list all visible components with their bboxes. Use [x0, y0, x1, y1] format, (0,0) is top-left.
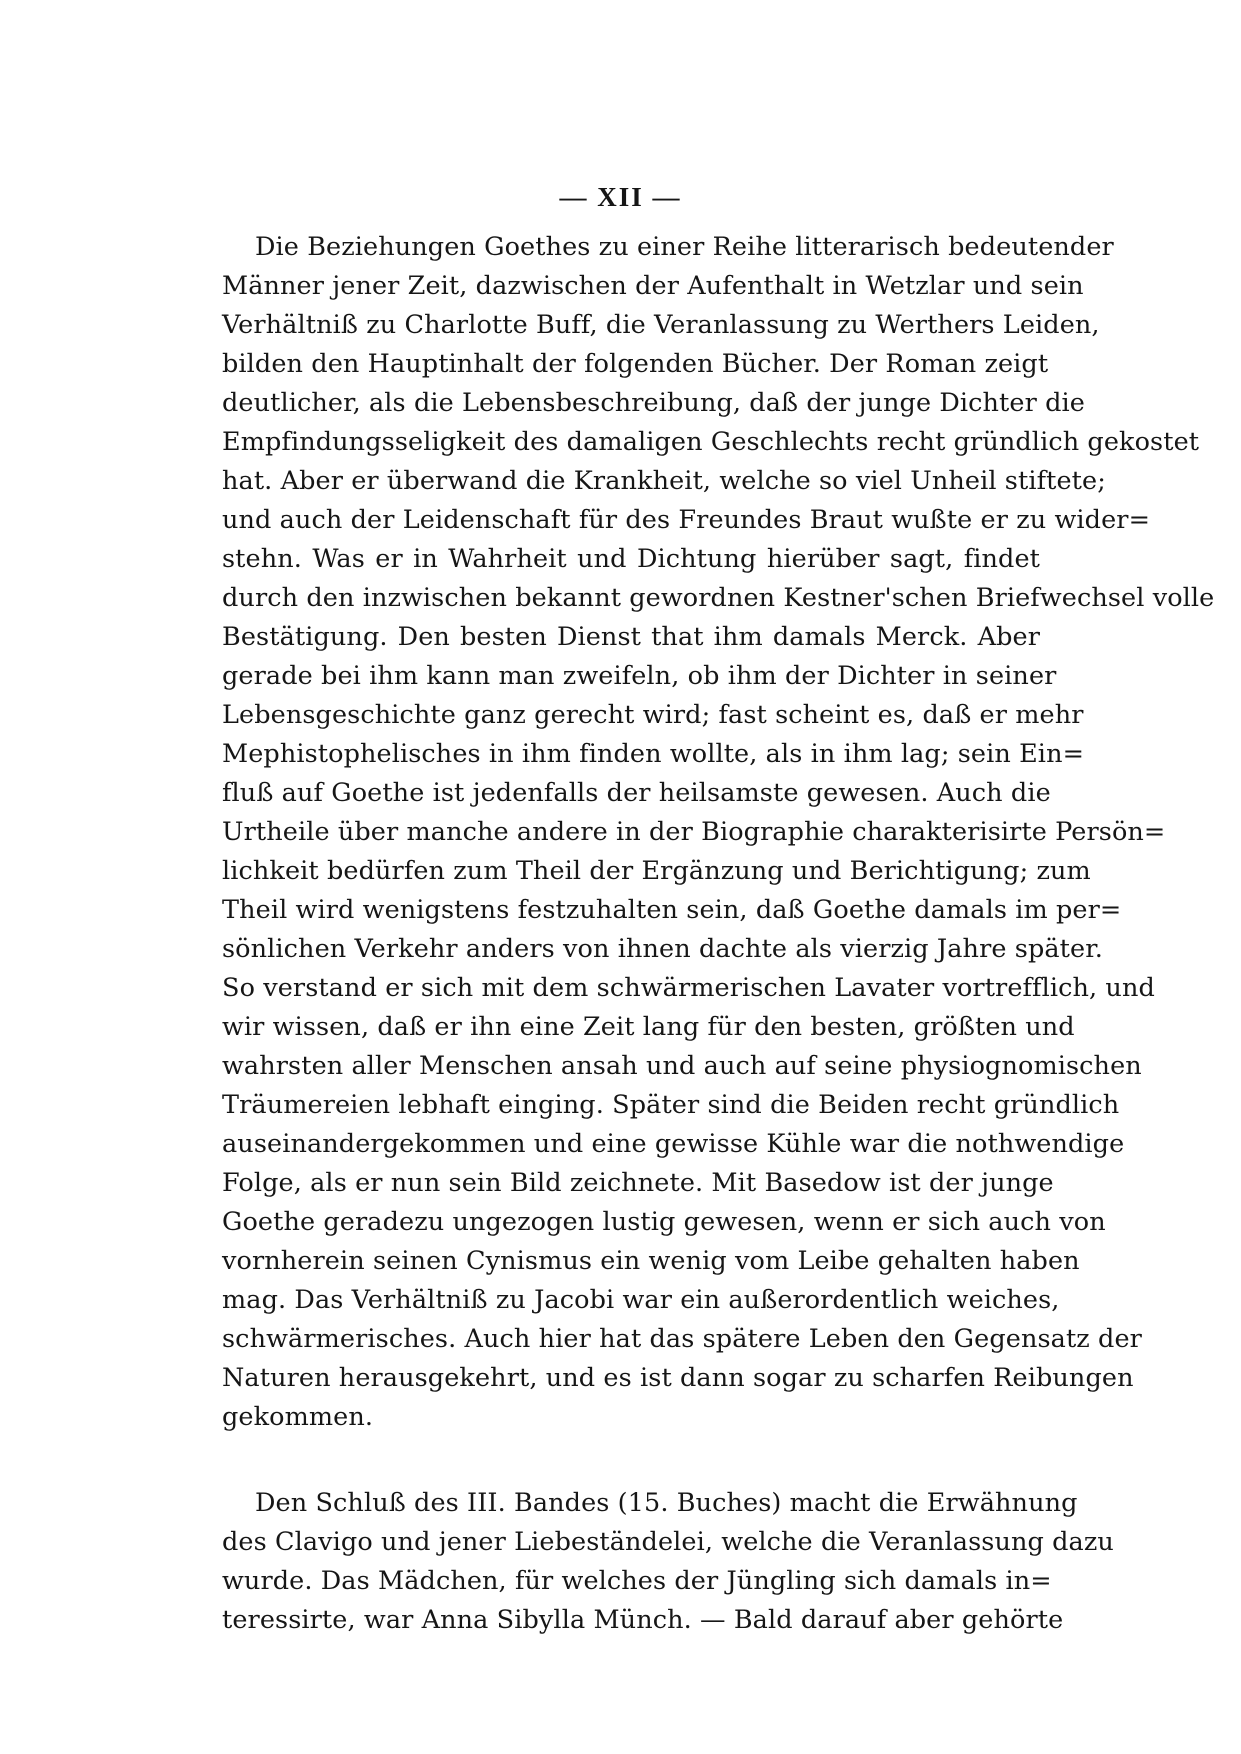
text-line: mag. Das Verhältniß zu Jacobi war ein außerordentlich weiches, [222, 1285, 1060, 1315]
text-line: teressirte, war Anna Sibylla Münch. — Bald darauf aber gehörte [222, 1605, 1064, 1635]
text-line: durch den inzwischen bekannt gewordnen Kestner'schen Briefwechsel volle [222, 583, 1215, 613]
text-line: wurde. Das Mädchen, für welches der Jüngling sich damals in= [222, 1566, 1052, 1596]
text-line: und auch der Leidenschaft für des Freundes Braut wußte er zu wider= [222, 505, 1151, 535]
text-line: Verhältniß zu Charlotte Buff, die Veranlassung zu Werthers Leiden, [222, 310, 1100, 340]
text-line: Träumereien lebhaft einging. Später sind die Beiden recht gründlich [222, 1090, 1120, 1120]
text-line: Mephistophelisches in ihm finden wollte, als in ihm lag; sein Ein= [222, 739, 1085, 769]
text-line: gerade bei ihm kann man zweifeln, ob ihm der Dichter in seiner [222, 661, 1057, 691]
page-number: — XII — [559, 182, 682, 212]
text-line: Naturen herausgekehrt, und es ist dann sogar zu scharfen Reibungen [222, 1363, 1134, 1393]
text-line: sönlichen Verkehr anders von ihnen dachte als vierzig Jahre später. [222, 934, 1103, 964]
text-line: Folge, als er nun sein Bild zeichnete. Mit Basedow ist der junge [222, 1168, 1054, 1198]
text-line: Den Schluß des III. Bandes (15. Buches) macht die Erwähnung [255, 1488, 1078, 1518]
text-line: auseinandergekommen und eine gewisse Kühle war die nothwendige [222, 1129, 1125, 1159]
text-line: bilden den Hauptinhalt der folgenden Bücher. Der Roman zeigt [222, 349, 1049, 379]
text-line: Die Beziehungen Goethes zu einer Reihe litterarisch bedeutender [255, 232, 1114, 262]
text-line: stehn. Was er in Wahrheit und Dichtung hierüber sagt, findet [222, 544, 1040, 574]
text-line: hat. Aber er überwand die Krankheit, welche so viel Unheil stiftete; [222, 466, 1106, 496]
paragraph-spacer [222, 1437, 1040, 1484]
text-line: wahrsten aller Menschen ansah und auch auf seine physiognomischen [222, 1051, 1142, 1081]
text-line: Empfindungsseligkeit des damaligen Geschlechts recht gründlich gekostet [222, 427, 1200, 457]
text-line: des Clavigo und jener Liebeständelei, welche die Veranlassung dazu [222, 1527, 1114, 1557]
text-line: schwärmerisches. Auch hier hat das spätere Leben den Gegensatz der [222, 1324, 1142, 1354]
text-line: Lebensgeschichte ganz gerecht wird; fast scheint es, daß er mehr [222, 700, 1084, 730]
text-line: Männer jener Zeit, dazwischen der Aufenthalt in Wetzlar und sein [222, 271, 1084, 301]
text-line: gekommen. [222, 1402, 374, 1432]
text-line: wir wissen, daß er ihn eine Zeit lang für den besten, größten und [222, 1012, 1075, 1042]
text-column [222, 228, 1215, 1640]
text-line: lichkeit bedürfen zum Theil der Ergänzung und Berichtigung; zum [222, 856, 1091, 886]
text-line: vornherein seinen Cynismus ein wenig vom Leibe gehalten haben [222, 1246, 1080, 1276]
text-line: deutlicher, als die Lebensbeschreibung, daß der junge Dichter die [222, 388, 1085, 418]
text-line: Urtheile über manche andere in der Biographie charakterisirte Persön= [222, 817, 1166, 847]
text-line: Goethe geradezu ungezogen lustig gewesen, wenn er sich auch von [222, 1207, 1106, 1237]
text-line: fluß auf Goethe ist jedenfalls der heilsamste gewesen. Auch die [222, 778, 1051, 808]
paragraph [222, 1484, 1114, 1640]
text-line: Theil wird wenigstens festzuhalten sein, daß Goethe damals im per= [222, 895, 1122, 925]
text-line: Bestätigung. Den besten Dienst that ihm damals Merck. Aber [222, 622, 1040, 652]
paragraph [222, 228, 1215, 1437]
text-line: So verstand er sich mit dem schwärmerischen Lavater vortrefflich, und [222, 973, 1155, 1003]
